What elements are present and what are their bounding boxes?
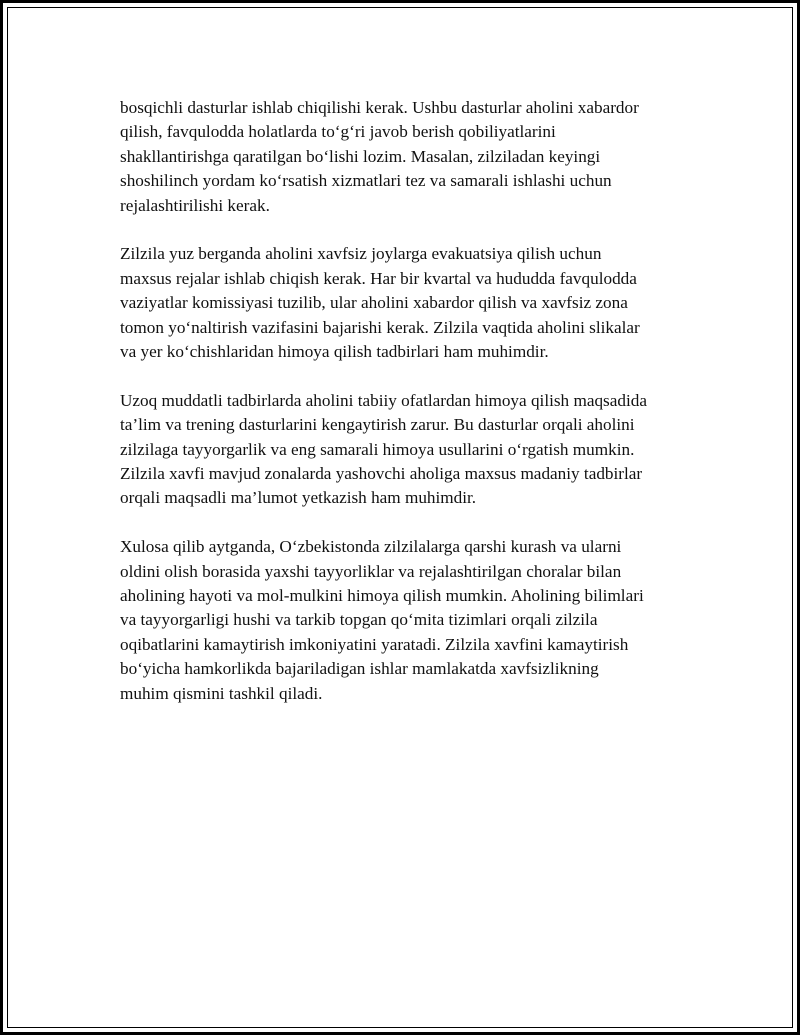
text-line: oldini olish borasida yaxshi tayyorliklar va rejalashtirilgan choralar bilan (120, 561, 622, 581)
text-line: vaziyatlar komissiyasi tuzilib, ular aholini xabardor qilish va xavfsiz zona (120, 293, 628, 313)
text-line: aholining hayoti va mol-mulkini himoya qilish mumkin. Aholining bilimlari (120, 586, 644, 606)
text-line: qilish, favqulodda holatlarda to‘g‘ri javob berish qobiliyatlarini (120, 122, 556, 142)
text-line: tomon yo‘naltirish vazifasini bajarishi kerak. Zilzila vaqtida aholini slikalar (120, 317, 640, 337)
text-line: rejalashtirilishi kerak. (120, 195, 270, 215)
text-line: Uzoq muddatli tadbirlarda aholini tabiiy ofatlardan himoya qilish maqsadida (120, 390, 647, 410)
text-line: bo‘yicha hamkorlikda bajariladigan ishlar mamlakatda xavfsizlikning (120, 659, 599, 679)
document-body (120, 96, 690, 731)
paragraph-4 (120, 535, 690, 706)
text-line: ta’lim va trening dasturlarini kengaytirish zarur. Bu dasturlar orqali aholini (120, 415, 635, 435)
text-line: maxsus rejalar ishlab chiqish kerak. Har bir kvartal va hududda favqulodda (120, 268, 637, 288)
text-line: va yer ko‘chishlaridan himoya qilish tadbirlari ham muhimdir. (120, 342, 549, 362)
text-line: muhim qismini tashkil qiladi. (120, 683, 323, 703)
paragraph-3 (120, 389, 690, 511)
text-line: orqali maqsadli ma’lumot yetkazish ham muhimdir. (120, 488, 477, 508)
text-line: Xulosa qilib aytganda, O‘zbekistonda zilzilalarga qarshi kurash va ularni (120, 537, 622, 557)
paragraph-2 (120, 242, 690, 364)
text-line: zilzilaga tayyorgarlik va eng samarali himoya usullarini o‘rgatish mumkin. (120, 439, 635, 459)
text-line: Zilzila yuz berganda aholini xavfsiz joylarga evakuatsiya qilish uchun (120, 244, 602, 264)
text-line: bosqichli dasturlar ishlab chiqilishi kerak. Ushbu dasturlar aholini xabardor (120, 98, 639, 117)
text-line: oqibatlarini kamaytirish imkoniyatini yaratadi. Zilzila xavfini kamaytirish (120, 634, 629, 654)
text-line: va tayyorgarligi hushi va tarkib topgan qo‘mita tizimlari orqali zilzila (120, 610, 598, 630)
text-line: shoshilinch yordam ko‘rsatish xizmatlari tez va samarali ishlashi uchun (120, 171, 612, 191)
paragraph-1 (120, 96, 690, 218)
text-line: Zilzila xavfi mavjud zonalarda yashovchi aholiga maxsus madaniy tadbirlar (120, 464, 643, 484)
text-line: shakllantirishga qaratilgan bo‘lishi lozim. Masalan, zilziladan keyingi (120, 146, 601, 166)
